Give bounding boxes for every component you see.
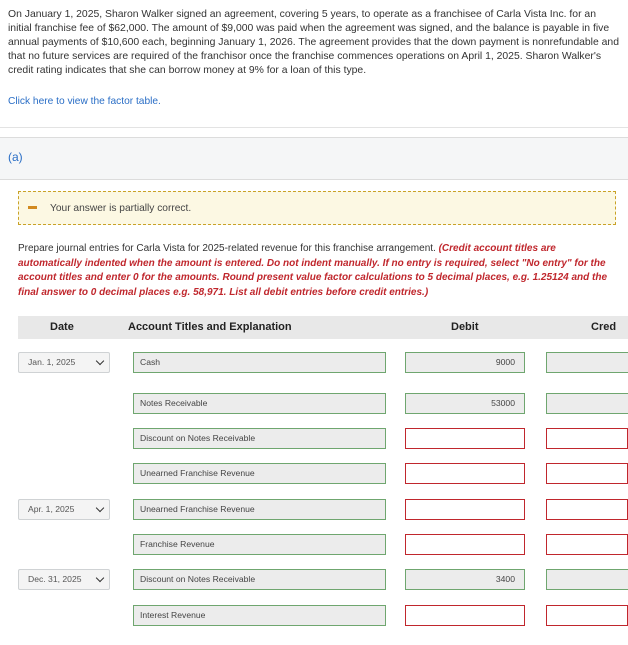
credit-field[interactable] <box>546 393 628 414</box>
date-select[interactable] <box>18 569 110 590</box>
account-field[interactable]: Discount on Notes Receivable <box>133 569 386 590</box>
problem-statement: On January 1, 2025, Sharon Walker signed an agreement, covering 5 years, to operate as a franchisee of Carla Vista Inc. for an initial franchise fee of $62,000. The amount of $9,000 was paid when the agreement was signed, and the balance is payable in five annual payments of $10,600 each, beginning January 1, 2026. The agreement provides that the down payment is nonrefundable and that no future services are required of the franchisor once the franchise commences operations on April 1, 2025. Sharon Walker's credit rating indicates that she can borrow money at 9% for a loan of this type. <box>8 9 619 76</box>
account-field[interactable]: Cash <box>133 352 386 373</box>
account-field[interactable]: Unearned Franchise Revenue <box>133 499 386 520</box>
credit-field[interactable] <box>546 499 628 520</box>
instructions <box>18 242 618 300</box>
table-header <box>18 316 628 339</box>
debit-field[interactable]: 9000 <box>405 352 525 373</box>
account-field[interactable]: Notes Receivable <box>133 393 386 414</box>
factor-table-link[interactable]: Click here to view the factor table. <box>8 96 161 107</box>
status-text: Your answer is partially correct. <box>50 203 192 214</box>
debit-field[interactable] <box>405 463 525 484</box>
account-field[interactable]: Discount on Notes Receivable <box>133 428 386 449</box>
debit-field[interactable] <box>405 605 525 626</box>
date-value: Apr. 1, 2025 <box>28 504 75 514</box>
part-band <box>0 137 628 180</box>
date-select[interactable] <box>18 499 110 520</box>
account-field[interactable]: Unearned Franchise Revenue <box>133 463 386 484</box>
chevron-down-icon <box>96 357 104 365</box>
header-debit: Debit <box>451 321 479 333</box>
debit-field[interactable] <box>405 428 525 449</box>
header-credit: Cred <box>591 321 617 333</box>
partial-icon <box>28 206 37 209</box>
divider <box>0 127 628 128</box>
header-date: Date <box>50 321 74 333</box>
credit-field[interactable] <box>546 569 628 590</box>
instructions-plain: Prepare journal entries for Carla Vista for 2025-related revenue for this franchise arrangement. <box>18 243 439 254</box>
header-account: Account Titles and Explanation <box>128 321 292 333</box>
credit-field[interactable] <box>546 352 628 373</box>
credit-field[interactable] <box>546 463 628 484</box>
debit-field[interactable] <box>405 499 525 520</box>
credit-field[interactable] <box>546 428 628 449</box>
chevron-down-icon <box>96 574 104 582</box>
account-field[interactable]: Franchise Revenue <box>133 534 386 555</box>
credit-field[interactable] <box>546 534 628 555</box>
account-field[interactable]: Interest Revenue <box>133 605 386 626</box>
part-label: (a) <box>8 150 23 164</box>
date-value: Dec. 31, 2025 <box>28 574 82 584</box>
date-value: Jan. 1, 2025 <box>28 357 76 367</box>
debit-field[interactable]: 53000 <box>405 393 525 414</box>
credit-field[interactable] <box>546 605 628 626</box>
debit-field[interactable]: 3400 <box>405 569 525 590</box>
chevron-down-icon <box>96 504 104 512</box>
instructions-note: (Credit account titles are automatically indented when the amount is entered. Do not indent manually. If no entry is required, select "No entry" for the account titles and enter 0 for the amounts. Round present value factor calculations to 5 decimal places, e.g. 1.25124 and the final answer to 0 decimal places e.g. 58,971. List all debit entries before credit entries.) <box>18 243 608 298</box>
date-select[interactable] <box>18 352 110 373</box>
debit-field[interactable] <box>405 534 525 555</box>
